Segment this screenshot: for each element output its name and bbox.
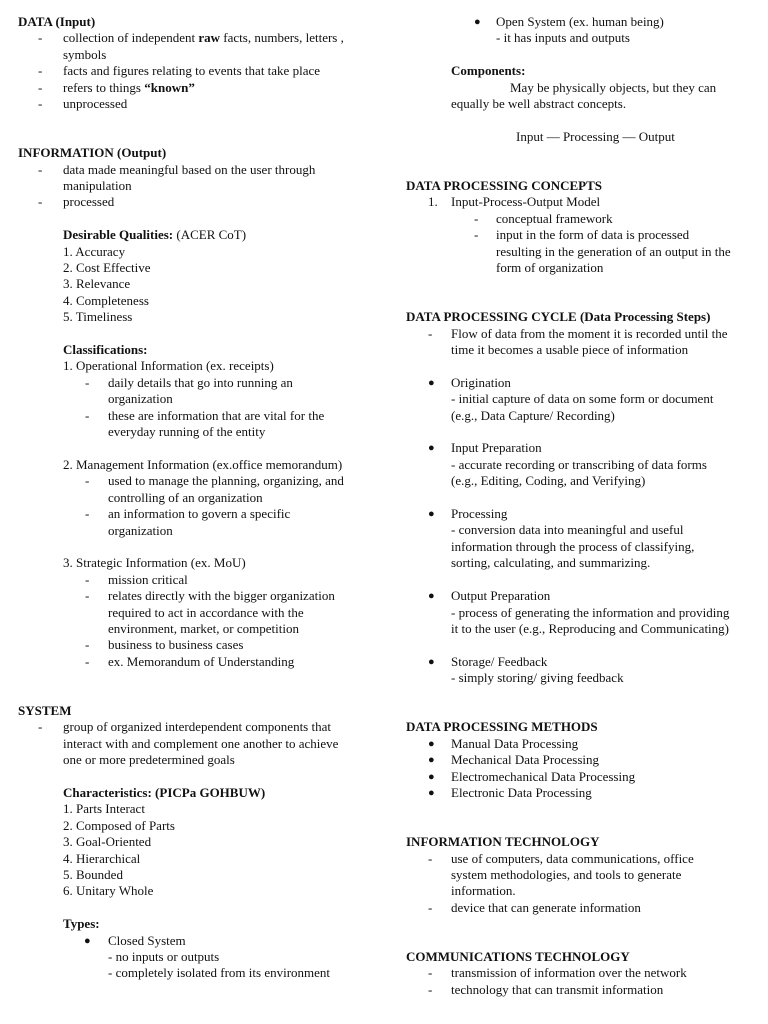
list-item: - facts and figures relating to events that take place bbox=[38, 63, 321, 79]
list-item: - collection of independent raw facts, numbers, letters , bbox=[38, 30, 344, 46]
bullet-detail: (e.g., Data Capture/ Recording) bbox=[451, 407, 615, 423]
characteristic-item: 5. Bounded bbox=[63, 867, 123, 883]
heading-dp-methods: DATA PROCESSING METHODS bbox=[406, 719, 598, 735]
bullet-detail: it to the user (e.g., Reproducing and Communicating) bbox=[451, 620, 729, 636]
bullet-detail: sorting, calculating, and summarizing. bbox=[451, 555, 651, 571]
list-item: - Flow of data from the moment it is recorded until the bbox=[428, 325, 728, 341]
list-item: - data made meaningful based on the user through bbox=[38, 161, 316, 177]
quality-item: 5. Timeliness bbox=[63, 309, 133, 325]
list-item-cont: form of organization bbox=[496, 260, 604, 276]
list-item: - group of organized interdependent components that bbox=[38, 719, 331, 735]
bullet-detail: (e.g., Editing, Coding, and Verifying) bbox=[451, 473, 646, 489]
list-item: - ex. Memorandum of Understanding bbox=[85, 653, 295, 669]
desirable-qualities-label: Desirable Qualities: (ACER CoT) bbox=[63, 227, 247, 243]
heading-dp-concepts: DATA PROCESSING CONCEPTS bbox=[406, 178, 602, 194]
right-column bbox=[406, 14, 756, 998]
list-item-cont: required to act in accordance with the bbox=[108, 604, 304, 620]
heading-comm-tech: COMMUNICATIONS TECHNOLOGY bbox=[406, 948, 630, 964]
components-text-cont: equally be well abstract concepts. bbox=[451, 96, 627, 112]
list-item: - conceptual framework bbox=[474, 210, 613, 226]
list-item-cont: time it becomes a usable piece of information bbox=[451, 342, 689, 358]
heading-system: SYSTEM bbox=[18, 702, 72, 718]
quality-item: 4. Completeness bbox=[63, 292, 149, 308]
characteristic-item: 4. Hierarchical bbox=[63, 850, 141, 866]
characteristic-item: 1. Parts Interact bbox=[63, 801, 145, 817]
bullet-item: ● Storage/ Feedback bbox=[428, 653, 548, 669]
list-item: - mission critical bbox=[85, 571, 188, 587]
list-item: - refers to things “known” bbox=[38, 79, 195, 95]
list-item-cont: controlling of an organization bbox=[108, 489, 263, 505]
bullet-detail: - accurate recording or transcribing of data forms bbox=[451, 456, 707, 472]
quality-item: 2. Cost Effective bbox=[63, 260, 151, 276]
bullet-detail: - completely isolated from its environment bbox=[108, 965, 331, 981]
list-item: - relates directly with the bigger organization bbox=[85, 588, 335, 604]
numbered-item: 1. Input-Process-Output Model bbox=[428, 194, 601, 210]
list-item-cont: environment, market, or competition bbox=[108, 620, 299, 636]
list-item-cont: symbols bbox=[63, 46, 107, 62]
bullet-item: ● Electronic Data Processing bbox=[428, 784, 592, 800]
bullet-item: ● Closed System bbox=[84, 932, 186, 948]
list-item-cont: interact with and complement one another to achieve bbox=[63, 735, 339, 751]
list-item-cont: organization bbox=[108, 391, 173, 407]
bullet-item: ● Processing bbox=[428, 506, 508, 522]
list-item: - input in the form of data is processed bbox=[474, 227, 690, 243]
list-item: - use of computers, data communications, office bbox=[428, 850, 694, 866]
characteristic-item: 3. Goal-Oriented bbox=[63, 834, 152, 850]
bullet-detail: - conversion data into meaningful and useful bbox=[451, 522, 684, 538]
bullet-item: ● Manual Data Processing bbox=[428, 735, 579, 751]
list-item-cont: manipulation bbox=[63, 178, 132, 194]
classifications-label: Classifications: bbox=[63, 342, 148, 358]
list-item: - these are information that are vital for the bbox=[85, 407, 325, 423]
bullet-item: ● Open System (ex. human being) bbox=[474, 14, 664, 29]
components-text: May be physically objects, but they can bbox=[510, 79, 717, 95]
characteristic-item: 6. Unitary Whole bbox=[63, 883, 154, 899]
classification-title: 3. Strategic Information (ex. MoU) bbox=[63, 555, 246, 571]
list-item: - technology that can transmit information bbox=[428, 981, 664, 997]
quality-item: 1. Accuracy bbox=[63, 243, 126, 259]
ipo-line: Input — Processing — Output bbox=[516, 128, 675, 144]
heading-information-output: INFORMATION (Output) bbox=[18, 145, 167, 161]
components-label: Components: bbox=[451, 63, 526, 79]
heading-info-tech: INFORMATION TECHNOLOGY bbox=[406, 834, 600, 850]
types-label: Types: bbox=[63, 916, 100, 932]
list-item-cont: organization bbox=[108, 522, 173, 538]
list-item-cont: one or more predetermined goals bbox=[63, 752, 235, 768]
bullet-detail: - it has inputs and outputs bbox=[496, 30, 630, 46]
list-item-cont: resulting in the generation of an output in the bbox=[496, 243, 731, 259]
bullet-detail: information through the process of classifying, bbox=[451, 538, 695, 554]
list-item: - business to business cases bbox=[85, 637, 244, 653]
list-item: - used to manage the planning, organizing, and bbox=[85, 473, 344, 489]
list-item-cont: system methodologies, and tools to generate bbox=[451, 866, 682, 882]
left-column bbox=[18, 14, 366, 982]
list-item: - daily details that go into running an bbox=[85, 374, 293, 390]
bullet-item: ● Input Preparation bbox=[428, 440, 542, 456]
list-item: - an information to govern a specific bbox=[85, 506, 291, 522]
bullet-item: ● Mechanical Data Processing bbox=[428, 752, 600, 768]
list-item: - transmission of information over the network bbox=[428, 965, 687, 981]
list-item-cont: everyday running of the entity bbox=[108, 424, 266, 440]
bullet-detail: - process of generating the information and providing bbox=[451, 604, 730, 620]
list-item-cont: information. bbox=[451, 883, 516, 899]
heading-dp-cycle: DATA PROCESSING CYCLE (Data Processing Steps) bbox=[406, 309, 711, 325]
list-item: - device that can generate information bbox=[428, 899, 641, 915]
quality-item: 3. Relevance bbox=[63, 276, 131, 292]
bullet-item: ● Output Preparation bbox=[428, 588, 551, 604]
characteristics-label: Characteristics: (PICPa GOHBUW) bbox=[63, 784, 266, 800]
classification-title: 1. Operational Information (ex. receipts) bbox=[63, 358, 274, 374]
bullet-item: ● Origination bbox=[428, 374, 511, 390]
heading-data-input: DATA (Input) bbox=[18, 14, 96, 29]
bullet-detail: - no inputs or outputs bbox=[108, 949, 220, 965]
classification-title: 2. Management Information (ex.office memorandum) bbox=[63, 456, 343, 472]
characteristic-item: 2. Composed of Parts bbox=[63, 817, 175, 833]
bullet-detail: - initial capture of data on some form or document bbox=[451, 391, 714, 407]
bullet-item: ● Electromechanical Data Processing bbox=[428, 768, 636, 784]
bullet-detail: - simply storing/ giving feedback bbox=[451, 670, 624, 686]
list-item: - unprocessed bbox=[38, 96, 128, 112]
list-item: - processed bbox=[38, 194, 115, 210]
